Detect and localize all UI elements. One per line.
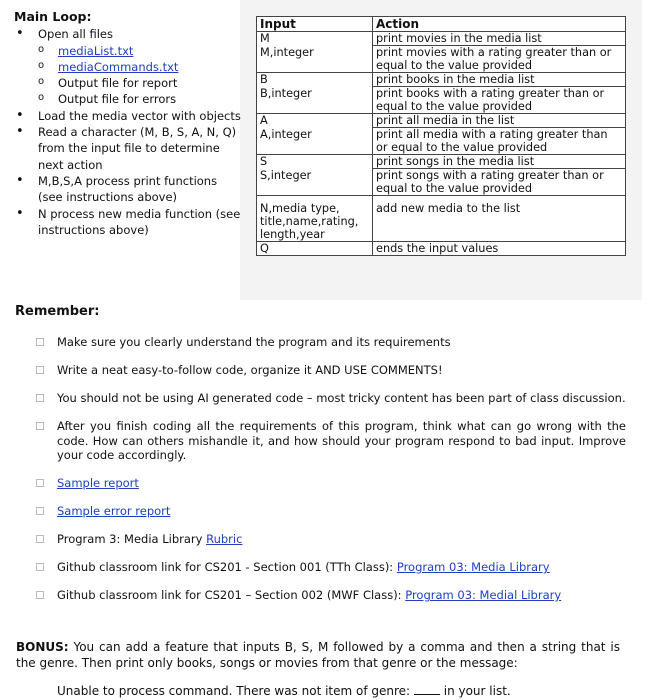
action-cell: print all media with a rating greater than or equal to the value provided: [373, 128, 626, 155]
table-row: [257, 46, 626, 73]
input-cell: M,integer: [257, 46, 373, 73]
table-row: [257, 32, 626, 46]
bullet-box-icon: [36, 563, 44, 571]
bullet-box-icon: [36, 507, 44, 515]
action-column-header: Action: [373, 17, 626, 32]
remember-heading: Remember:: [15, 304, 100, 319]
bonus-paragraph: [16, 640, 620, 671]
main-loop-item: [14, 124, 244, 173]
action-cell: print movies in the media list: [373, 32, 626, 46]
action-cell: print books with a rating greater than or equal to the value provided: [373, 87, 626, 114]
action-cell: add new media to the list: [373, 196, 626, 242]
input-cell: B,integer: [257, 87, 373, 114]
remember-item: [36, 335, 626, 350]
remember-item-text: Github classroom link for CS201 - Section 001 (TTh Class):: [57, 560, 397, 574]
input-cell: S: [257, 155, 373, 169]
bonus-label: BONUS:: [16, 640, 69, 654]
main-loop-item-text: Read a character (M, B, S, A, N, Q) from the input file to determine next action: [38, 125, 237, 172]
remember-item-text: Make sure you clearly understand the program and its requirements: [57, 335, 451, 349]
remember-item: [36, 532, 626, 547]
remember-item: [36, 476, 626, 491]
command-table: [256, 16, 626, 256]
file-link[interactable]: mediaList.txt: [58, 43, 134, 58]
table-row: [257, 196, 626, 242]
reference-link[interactable]: Sample report: [57, 476, 139, 490]
remember-item: [36, 588, 626, 603]
table-row: [257, 169, 626, 196]
remember-item-text: Github classroom link for CS201 – Section 002 (MWF Class):: [57, 588, 406, 602]
main-loop-item: [14, 75, 244, 91]
input-cell: A,integer: [257, 128, 373, 155]
main-loop-item-text: Open all files: [38, 27, 113, 42]
input-column-header: Input: [257, 17, 373, 32]
main-loop-item: [14, 43, 244, 59]
file-link[interactable]: mediaCommands.txt: [58, 59, 179, 74]
main-loop-item-text: Output file for errors: [58, 92, 177, 107]
action-cell: print movies with a rating greater than or equal to the value provided: [373, 46, 626, 73]
reference-link[interactable]: Rubric: [206, 532, 243, 546]
remember-item-text: After you finish coding all the requirements of this program, think what can go wrong with the code. How can others mishandle it, and how should your program respond to bad input. Improve your code accordingly.: [57, 419, 626, 462]
table-row: [257, 114, 626, 128]
input-cell: N,media type, title,name,rating, length,year: [257, 196, 373, 242]
bullet-box-icon: [36, 535, 44, 543]
remember-item: [36, 560, 626, 575]
remember-item: [36, 363, 626, 378]
bullet-box-icon: [36, 366, 44, 374]
main-loop-item-text: M,B,S,A process print functions (see instructions above): [38, 173, 218, 205]
main-loop-list: [14, 26, 244, 238]
input-cell: Q: [257, 242, 373, 256]
table-row: [257, 128, 626, 155]
bullet-box-icon: [36, 591, 44, 599]
bullet-box-icon: [36, 479, 44, 487]
main-loop-item-text: Output file for report: [58, 76, 178, 91]
input-cell: M: [257, 32, 373, 46]
input-cell: S,integer: [257, 169, 373, 196]
genre-error-before: Unable to process command. There was not item of genre:: [57, 684, 414, 698]
main-loop-item: [14, 26, 244, 42]
main-loop-item: [14, 59, 244, 75]
reference-link[interactable]: Sample error report: [57, 504, 171, 518]
table-header-row: [257, 17, 626, 32]
action-cell: print books in the media list: [373, 73, 626, 87]
action-cell: print songs with a rating greater than or equal to the value provided: [373, 169, 626, 196]
action-cell: print all media in the list: [373, 114, 626, 128]
genre-blank: [414, 684, 440, 695]
action-cell: ends the input values: [373, 242, 626, 256]
remember-item: [36, 419, 626, 463]
table-row: [257, 73, 626, 87]
remember-item-text: Write a neat easy-to-follow code, organize it AND USE COMMENTS!: [57, 363, 443, 377]
main-loop-item-text: Load the media vector with objects: [38, 108, 241, 123]
remember-item: [36, 504, 626, 519]
bonus-text: You can add a feature that inputs B, S, M followed by a comma and then a string that is the genre. Then print only books, songs or movies from that genre or the message:: [16, 640, 620, 670]
action-cell: print songs in the media list: [373, 155, 626, 169]
remember-item: [36, 391, 626, 406]
remember-item-text: You should not be using AI generated code – most tricky content has been part of class discussion.: [57, 391, 626, 405]
bullet-box-icon: [36, 394, 44, 402]
bullet-box-icon: [36, 338, 44, 346]
reference-link[interactable]: Program 03: Medial Library: [405, 588, 562, 602]
reference-link[interactable]: Program 03: Media Library: [396, 560, 550, 574]
table-row: [257, 242, 626, 256]
table-row: [257, 155, 626, 169]
main-loop-item: [14, 173, 244, 206]
main-loop-item: [14, 91, 244, 107]
main-loop-item: [14, 108, 244, 124]
input-cell: A: [257, 114, 373, 128]
input-cell: B: [257, 73, 373, 87]
remember-list: [36, 335, 626, 616]
table-row: [257, 87, 626, 114]
bullet-box-icon: [36, 422, 44, 430]
main-loop-item-text: N process new media function (see instructions above): [38, 206, 241, 237]
command-table-body: [257, 32, 626, 256]
genre-error-after: in your list.: [439, 684, 511, 698]
main-loop-heading: Main Loop:: [14, 9, 92, 24]
genre-error-message: [57, 684, 511, 698]
main-loop-section: [14, 9, 244, 238]
main-loop-item: [14, 206, 244, 239]
remember-item-text: Program 3: Media Library: [57, 532, 207, 546]
